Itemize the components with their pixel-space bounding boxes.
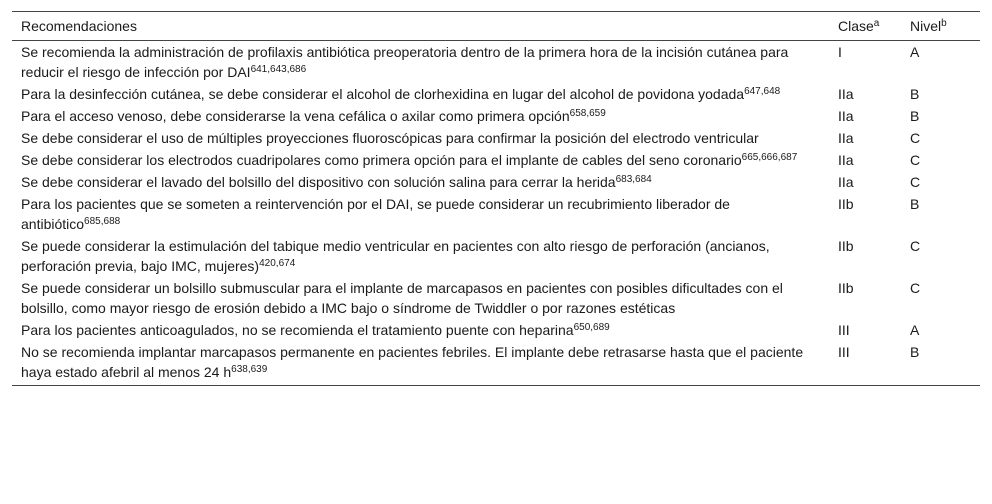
reference-numbers: 638,639 [231, 364, 268, 375]
class-cell: I [838, 44, 842, 60]
recommendation-cell [12, 341, 830, 386]
recommendation-text: Se debe considerar el lavado del bolsillo del dispositivo con solución salina para cerrar la herida [21, 174, 616, 190]
header-recommendations: Recomendaciones [21, 18, 137, 34]
level-cell: C [910, 280, 921, 296]
table-row [12, 319, 980, 341]
recommendation-text: Para el acceso venoso, debe considerarse la vena cefálica o axilar como primera opción [21, 108, 570, 124]
reference-numbers: 665,666,687 [741, 152, 798, 163]
level-cell: C [910, 238, 921, 254]
recommendation-text: Se puede considerar un bolsillo submuscular para el implante de marcapasos en pacientes con posibles dificultades con el bolsillo, como mayor riesgo de erosión debido a IMC bajo o síndrome de Twiddler o por razones estéticas [21, 280, 783, 316]
header-class-footnote: a [873, 18, 880, 29]
header-class: Clase$^a$ [838, 18, 880, 34]
table-row [12, 277, 980, 319]
recommendation-text: Se debe considerar los electrodos cuadripolares como primera opción para el implante de cables del seno coronario [21, 152, 742, 168]
recommendation-cell [12, 41, 830, 84]
table-row [12, 127, 980, 149]
level-cell: A [910, 44, 920, 60]
recommendation-text: Se recomienda la administración de profilaxis antibiótica preoperatoria dentro de la primera hora de la incisión cutánea para reducir el riesgo de infección por DAI [21, 44, 789, 80]
level-cell: A [910, 322, 920, 338]
level-cell: C [910, 152, 921, 168]
recommendation-cell [12, 83, 830, 105]
recommendation-cell [12, 193, 830, 235]
recommendation-cell [12, 277, 830, 319]
class-cell: IIb [838, 238, 854, 254]
recommendation-text: Para la desinfección cutánea, se debe considerar el alcohol de clorhexidina en lugar del alcohol de povidona yodada [21, 86, 745, 102]
table-row [12, 105, 980, 127]
table-row [12, 193, 980, 235]
recommendation-cell [12, 149, 830, 171]
class-cell: IIb [838, 280, 854, 296]
class-cell: IIa [838, 108, 854, 124]
recommendation-text: Se puede considerar la estimulación del tabique medio ventricular en pacientes con alto riesgo de perforación (ancianos, perforación previa, bajo IMC, mujeres) [21, 238, 770, 274]
level-cell: B [910, 344, 920, 360]
reference-numbers: 647,648 [744, 86, 781, 97]
class-cell: IIa [838, 130, 854, 146]
level-cell: B [910, 196, 920, 212]
header-level-footnote: b [941, 18, 947, 29]
recommendation-cell [12, 235, 830, 277]
level-cell: C [910, 174, 921, 190]
recommendation-text: Para los pacientes anticoagulados, no se recomienda el tratamiento puente con heparina [21, 322, 574, 338]
recommendations-table-container [12, 11, 980, 386]
reference-numbers: 683,684 [615, 174, 652, 185]
level-cell: C [910, 130, 921, 146]
recommendation-cell [12, 319, 830, 341]
table-row [12, 171, 980, 193]
recommendation-text: Se debe considerar el uso de múltiples proyecciones fluoroscópicas para confirmar la posición del electrodo ventricular [21, 130, 759, 146]
reference-numbers: 641,643,686 [250, 64, 307, 75]
recommendation-cell [12, 105, 830, 127]
header-level: Nivel$^b$ [910, 18, 947, 34]
class-cell: IIa [838, 174, 854, 190]
recommendation-cell [12, 171, 830, 193]
level-cell: B [910, 86, 920, 102]
table-header-row [12, 12, 980, 41]
recommendation-text: Para los pacientes que se someten a reintervención por el DAI, se puede considerar un recubrimiento liberador de antibiótico [21, 196, 730, 232]
reference-numbers: 420,674 [259, 258, 296, 269]
table-row [12, 235, 980, 277]
recommendation-cell [12, 127, 830, 149]
class-cell: IIa [838, 86, 854, 102]
level-cell: B [910, 108, 920, 124]
class-cell: III [838, 322, 850, 338]
reference-numbers: 650,689 [573, 322, 610, 333]
table-row [12, 149, 980, 171]
recommendation-text: No se recomienda implantar marcapasos permanente en pacientes febriles. El implante debe retrasarse hasta que el paciente haya estado afebril al menos 24 h [21, 344, 804, 380]
table-row [12, 341, 980, 386]
class-cell: III [838, 344, 850, 360]
class-cell: IIb [838, 196, 854, 212]
table-row [12, 41, 980, 84]
recommendations-table [12, 11, 980, 386]
reference-numbers: 658,659 [569, 108, 606, 119]
class-cell: IIa [838, 152, 854, 168]
table-row [12, 83, 980, 105]
reference-numbers: 685,688 [84, 216, 121, 227]
